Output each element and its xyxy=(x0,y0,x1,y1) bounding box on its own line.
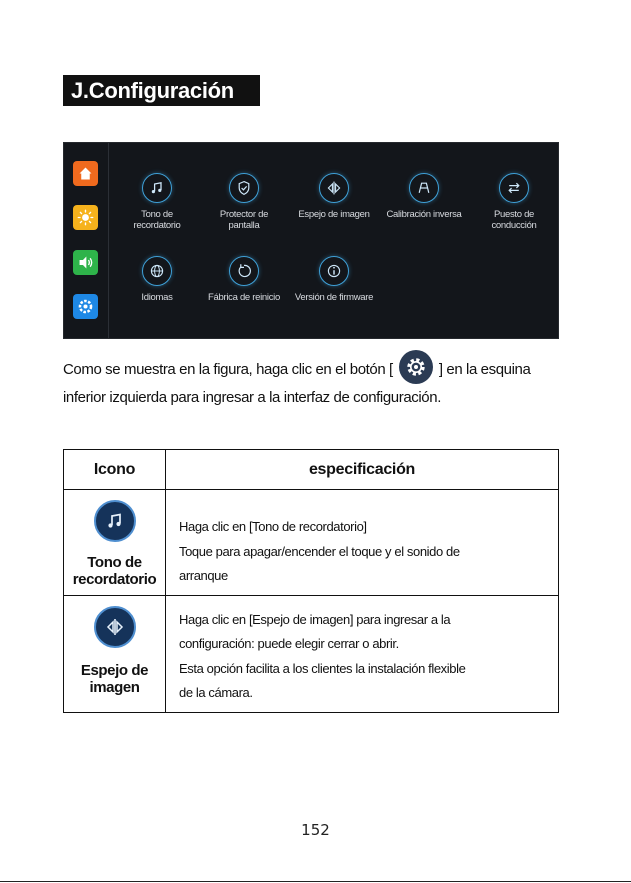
header-icono: Icono xyxy=(64,450,166,490)
settings-button-icon xyxy=(399,350,433,384)
menu-fabrica-reinicio[interactable] xyxy=(199,256,289,303)
swap-arrows-icon xyxy=(499,173,529,203)
menu-tono-recordatorio[interactable] xyxy=(112,173,202,231)
description-line: Toque para apagar/encender el toque y el sonido de xyxy=(179,543,460,559)
instruction-part-1: Como se muestra en la figura, haga clic en el botón [ xyxy=(63,361,393,378)
row-icon-cell xyxy=(64,595,166,712)
menu-label: Puesto de conducción xyxy=(491,209,537,231)
sidebar-volume-button[interactable] xyxy=(73,250,98,275)
volume-icon xyxy=(77,254,94,271)
description-line: Esta opción facilita a los clientes la instalación flexible xyxy=(179,660,466,676)
menu-version-firmware[interactable] xyxy=(289,256,379,303)
row-description xyxy=(166,490,559,596)
menu-label: Idiomas xyxy=(141,292,173,303)
menu-idiomas[interactable] xyxy=(112,256,202,303)
home-icon xyxy=(77,165,94,182)
music-note-icon xyxy=(94,500,136,542)
menu-protector-pantalla[interactable] xyxy=(199,173,289,231)
instruction-text xyxy=(63,356,563,412)
sidebar-settings-button[interactable] xyxy=(73,294,98,319)
side-bar xyxy=(64,143,109,338)
description-line: Haga clic en [Espejo de imagen] para ingresar a la xyxy=(179,611,451,627)
mirror-icon xyxy=(319,173,349,203)
music-note-icon xyxy=(142,173,172,203)
bottom-rule xyxy=(0,881,631,882)
menu-label: Protector de pantalla xyxy=(219,209,269,231)
menu-label: Fábrica de reinicio xyxy=(208,292,280,303)
settings-icon xyxy=(77,298,94,315)
row-icon-name: Espejo de imagen xyxy=(80,661,149,696)
shield-icon xyxy=(229,173,259,203)
menu-espejo-imagen[interactable] xyxy=(289,173,379,220)
header-especificacion: especificación xyxy=(166,450,559,490)
row-icon-cell xyxy=(64,490,166,596)
reverse-calibration-icon xyxy=(409,173,439,203)
sidebar-home-button[interactable] xyxy=(73,161,98,186)
table-row xyxy=(64,490,559,596)
row-description xyxy=(166,595,559,712)
specification-table xyxy=(63,449,559,713)
sidebar-brightness-button[interactable] xyxy=(73,205,98,230)
description-line: arranque xyxy=(179,568,228,583)
mirror-icon xyxy=(94,606,136,648)
table-header-row xyxy=(64,450,559,490)
settings-screen-screenshot xyxy=(63,142,559,339)
instruction-part-2: ] en la esquina inferior izquierda para ingresar a la interfaz de configuración. xyxy=(63,361,531,407)
reset-icon xyxy=(229,256,259,286)
menu-label: Tono de recordatorio xyxy=(133,209,181,231)
menu-label: Espejo de imagen xyxy=(298,209,370,220)
section-title: J.Configuración xyxy=(63,75,260,106)
info-icon xyxy=(319,256,349,286)
description-line: de la cámara. xyxy=(179,685,253,700)
menu-label: Calibración inversa xyxy=(386,209,462,220)
menu-label: Versión de firmware xyxy=(294,292,374,303)
menu-calibracion-inversa[interactable] xyxy=(379,173,469,220)
globe-icon xyxy=(142,256,172,286)
page-number: 152 xyxy=(301,821,330,839)
description-line: Haga clic en [Tono de recordatorio] xyxy=(179,519,367,534)
description-line: configuración: puede elegir cerrar o abrir. xyxy=(179,636,399,651)
row-icon-name: Tono de recordatorio xyxy=(72,554,157,588)
table-row xyxy=(64,595,559,712)
menu-puesto-conduccion[interactable] xyxy=(469,173,559,231)
brightness-icon xyxy=(77,209,94,226)
